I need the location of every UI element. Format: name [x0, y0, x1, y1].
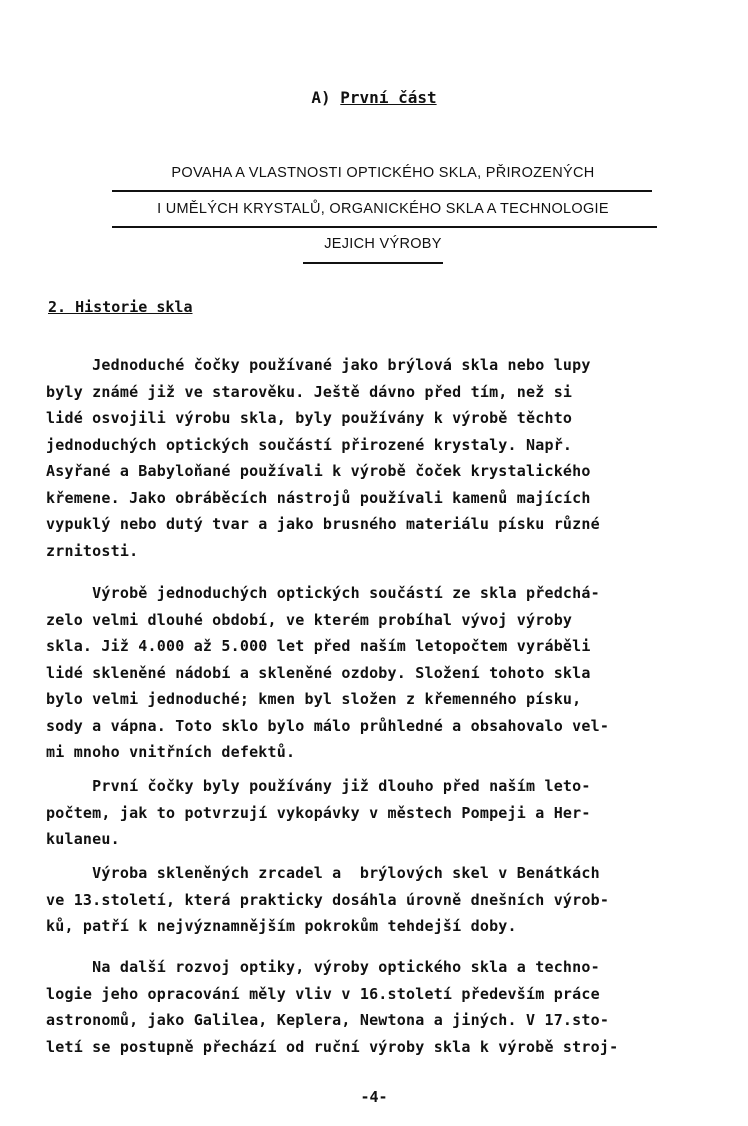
paragraph-2-line: skla. Již 4.000 až 5.000 let před naším letopočtem vyráběli	[46, 637, 591, 655]
paragraph-2-line: zelo velmi dlouhé období, ve kterém probíhal vývoj výroby	[46, 610, 573, 629]
paragraph-1-line: Asyřané a Babyloňané používali k výrobě čoček krystalického	[46, 462, 591, 480]
paragraph-2-line: Výrobě jednoduchých optických součástí ze skla předchá-	[46, 584, 600, 602]
paragraph-2-line: lidé skleněné nádobí a skleněné ozdoby. Složení tohoto skla	[46, 663, 591, 682]
paragraph-4-line: ve 13.století, která prakticky dosáhla úrovně dnešních výrob-	[46, 890, 610, 909]
chapter-title-rule-1	[112, 190, 652, 192]
chapter-title-rule-2	[112, 226, 657, 228]
paragraph-5-line: Na další rozvoj optiky, výroby optického skla a techno-	[46, 958, 600, 976]
paragraph-5-line: astronomů, jako Galilea, Keplera, Newtona a jiných. V 17.sto-	[46, 1011, 610, 1029]
paragraph-4-line: Výroba skleněných zrcadel a brýlových skel v Benátkách	[46, 864, 600, 882]
paragraph-5-line: letí se postupně přechází od ruční výroby skla k výrobě stroj-	[46, 1037, 619, 1056]
chapter-title-line-2: I UMĚLÝCH KRYSTALŮ, ORGANICKÉHO SKLA A TECHNOLOGIE	[157, 201, 609, 217]
paragraph-1-line: jednoduchých optických součástí přirozené krystaly. Např.	[46, 435, 573, 454]
paragraph-2-line: sody a vápna. Toto sklo bylo málo průhledné a obsahovalo vel-	[46, 716, 610, 735]
part-heading-prefix: A)	[311, 88, 341, 107]
chapter-title-line-3: JEJICH VÝROBY	[324, 236, 442, 252]
paragraph-1-line: lidé osvojili výrobu skla, byly používány k výrobě těchto	[46, 409, 573, 427]
paragraph-4-line: ků, patří k nejvýznamnějším pokrokům tehdejší doby.	[46, 917, 517, 935]
paragraph-1-line: zrnitosti.	[46, 541, 139, 560]
paragraph-2-line: bylo velmi jednoduché; kmen byl složen z křemenného písku,	[46, 690, 582, 708]
part-heading-title: První část	[340, 88, 437, 107]
section-heading: 2. Historie skla	[48, 298, 193, 316]
paragraph-1-line: Jednoduché čočky používané jako brýlová skla nebo lupy	[46, 356, 591, 374]
paragraph-3-line: počtem, jak to potvrzují vykopávky v městech Pompeji a Her-	[46, 803, 591, 822]
chapter-title-rule-3	[303, 262, 443, 264]
chapter-title-line-1: POVAHA A VLASTNOSTI OPTICKÉHO SKLA, PŘIROZENÝCH	[171, 165, 595, 181]
paragraph-1-line: byly známé již ve starověku. Ještě dávno před tím, než si	[46, 382, 573, 401]
part-heading	[0, 88, 748, 107]
page-number: -4-	[360, 1088, 388, 1106]
paragraph-1-line: křemene. Jako obráběcích nástrojů používali kamenů majících	[46, 488, 591, 507]
paragraph-5-line: logie jeho opracování měly vliv v 16.století především práce	[46, 984, 600, 1003]
paragraph-1-line: vypuklý nebo dutý tvar a jako brusného materiálu písku různé	[46, 515, 600, 533]
paragraph-2-line: mi mnoho vnitřních defektů.	[46, 743, 296, 761]
paragraph-3-line: První čočky byly používány již dlouho před naším leto-	[46, 777, 591, 795]
paragraph-3-line: kulaneu.	[46, 830, 120, 848]
